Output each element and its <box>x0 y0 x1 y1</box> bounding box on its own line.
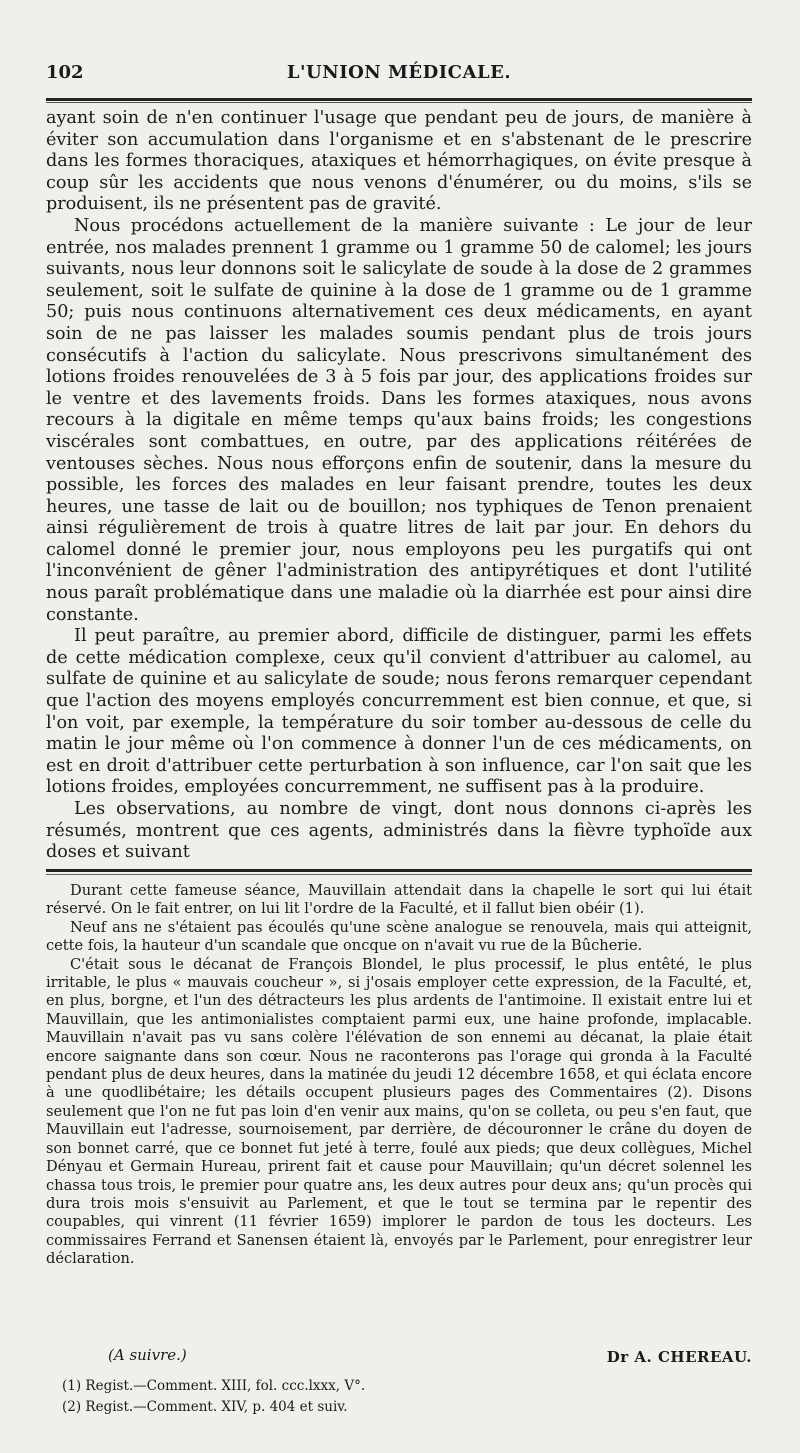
page-number: 102 <box>46 62 84 83</box>
feuilleton-rule-thin <box>46 874 752 875</box>
header-rule <box>46 98 752 101</box>
body-paragraph: Nous procédons actuellement de la manière suivante : Le jour de leur entrée, nos malades prennent 1 gramme ou 1 gramme 50 de calomel; les jours suivants, nous leur donnons soit le salicylate de soude à la dose de 2 grammes seulement, soit le sulfate de quinine à la dose de 1 gramme ou de 1 gramme 50; puis nous continuons alternativement ces deux médicaments, en ayant soin de ne pas laisser les malades soumis pendant plus de trois jours consécutifs à l'action du salicylate. Nous prescrivons simultanément des lotions froides renouvelées de 3 à 5 fois par jour, des applications froides sur le ventre et des lavements froids. Dans les formes ataxiques, nous avons recours à la digitale en même temps qu'aux bains froids; les congestions viscérales sont combattues, en outre, par des applications réitérées de ventouses sèches. Nous nous efforçons enfin de soutenir, dans la mesure du possible, les forces des malades en leur faisant prendre, toutes les deux heures, une tasse de lait ou de bouillon; nos typhiques de Tenon prenaient ainsi régulièrement de trois à quatre litres de lait par jour. En dehors du calomel donné le premier jour, nous employons peu les purgatifs qui ont l'inconvénient de gêner l'administration des antipyrétiques et dont l'utilité nous paraît problématique dans une maladie où la diarrhée est pour ainsi dire constante. <box>46 215 752 625</box>
header-rule-thin <box>46 102 752 103</box>
article-body <box>46 108 752 864</box>
footnotes <box>62 1376 752 1418</box>
running-header <box>46 58 752 88</box>
body-paragraph: ayant soin de n'en continuer l'usage que pendant peu de jours, de manière à éviter son accumulation dans l'organisme et en s'abstenant de le prescrire dans les formes thoraciques, ataxiques et hémorrhagiques, on évite presque à coup sûr les accidents que nous venons d'énumérer, ou du moins, s'ils se produisent, ils ne présentent pas de gravité. <box>46 108 752 215</box>
body-paragraph: Il peut paraître, au premier abord, difficile de distinguer, parmi les effets de cette médication complexe, ceux qu'il convient d'attribuer au calomel, au sulfate de quinine et au salicylate de soude; nous ferons remarquer cependant que l'action des moyens employés concurremment est bien connue, et que, si l'on voit, par exemple, la température du soir tomber au-dessous de celle du matin le jour même où l'on commence à donner l'un de ces médicaments, on est en droit d'attribuer cette perturbation à son influence, car l'on sait que les lotions froides, employées concurremment, ne suffisent pas à la produire. <box>46 626 752 798</box>
signature-row <box>46 1346 752 1370</box>
feuilleton-text <box>46 882 752 1269</box>
feuilleton-paragraph: C'était sous le décanat de François Blondel, le plus processif, le plus entêté, le plus irritable, le plus « mauvais coucheur », si j'osais employer cette expression, de la Faculté, et, en plus, borgne, et l'un des détracteurs les plus ardents de l'antimoine. Il existait entre lui et Mauvillain, que les antimonialistes comptaient parmi eux, une haine profonde, implacable. Mauvillain n'avait pas vu sans colère l'élévation de son ennemi au décanat, la plaie était encore saignante dans son cœur. Nous ne raconterons pas l'orage qui gronda à la Faculté pendant plus de deux heures, dans la matinée du jeudi 12 décembre 1658, et qui éclata encore à une quodlibétaire; les détails occupent plusieurs pages des Commentaires (2). Disons seulement que l'on ne fut pas loin d'en venir aux mains, qu'on se colleta, ou peu s'en faut, que Mauvillain eut l'adresse, sournoisement, par derrière, de découronner le crâne du doyen de son bonnet carré, que ce bonnet fut jeté à terre, foulé aux pieds; que deux collègues, Michel Dényau et Germain Hureau, prirent fait et cause pour Mauvillain; qu'un décret solennel les chassa tous trois, le premier pour quatre ans, les deux autres pour deux ans; qu'un procès qui dura trois mois s'ensuivit au Parlement, et que le tout se termina par le repentir des coupables, qui vinrent (11 février 1659) implorer le pardon de tous les docteurs. Les commissaires Ferrand et Sanensen étaient là, envoyés par le Parlement, pour enregistrer leur déclaration. <box>46 955 752 1268</box>
journal-title: L'UNION MÉDICALE. <box>286 62 512 83</box>
body-paragraph: Les observations, au nombre de vingt, dont nous donnons ci-après les résumés, montrent que ces agents, administrés dans la fièvre typhoïde aux doses et suivant <box>46 799 752 863</box>
footnote: (1) Regist.—Comment. XIII, fol. ccc.lxxx, V°. <box>62 1378 366 1394</box>
to-be-continued: (A suivre.) <box>108 1346 187 1364</box>
feuilleton-paragraph: Neuf ans ne s'étaient pas écoulés qu'une scène analogue se renouvela, mais qui atteignit, cette fois, la hauteur d'un scandale que oncque on n'avait vu rue de la Bûcherie. <box>46 918 752 955</box>
feuilleton-paragraph: Durant cette fameuse séance, Mauvillain attendait dans la chapelle le sort qui lui était réservé. On le fait entrer, on lui lit l'ordre de la Faculté, et il fallut bien obéir (1). <box>46 882 752 918</box>
footnote: (2) Regist.—Comment. XIV, p. 404 et suiv. <box>62 1399 348 1415</box>
author-signature: Dr A. CHEREAU. <box>606 1348 752 1366</box>
feuilleton-rule <box>46 869 752 872</box>
